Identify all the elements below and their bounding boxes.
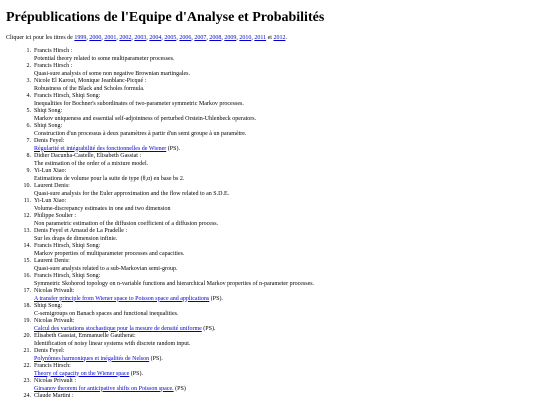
- publication-title: Volume-discrepancy estimates in one and two dimension: [34, 205, 171, 212]
- publication-authors: Francis Hirsch :: [34, 48, 73, 54]
- intro-separator: ,: [221, 35, 225, 41]
- publication-item: [23, 243, 540, 258]
- intro-separator: ,: [191, 35, 195, 41]
- publication-item: [23, 258, 540, 273]
- publication-item: [23, 288, 540, 303]
- publication-title: Markov uniqueness and essential self-adjointness of perturbed Orstein-Uhlenbeck operators.: [34, 115, 257, 122]
- publication-authors: Francis Hirsch, Shiqi Song:: [34, 93, 101, 99]
- year-link-2008[interactable]: 2008: [209, 35, 222, 41]
- publication-number: 5.: [26, 108, 31, 114]
- publication-title: Estimations de volume pour la suite de type (θ,α) en base bs 2.: [34, 175, 185, 182]
- intro-separator: ,: [101, 35, 105, 41]
- publication-number: 23.: [23, 378, 31, 384]
- publication-number: 21.: [23, 348, 31, 354]
- publication-item: [26, 138, 540, 153]
- publication-link[interactable]: Theory of capacity on the Wiener space: [34, 370, 130, 377]
- publication-authors: Francis Hirsch, Shiqi Song:: [34, 273, 101, 279]
- publication-number: 12.: [23, 213, 31, 219]
- publication-number: 1.: [26, 48, 31, 54]
- publication-number: 3.: [26, 78, 31, 84]
- publication-item: [23, 348, 540, 363]
- publication-item: [23, 273, 540, 288]
- publication-authors: Denis Feyel et Arnaud de La Pradelle :: [34, 228, 128, 234]
- publication-authors: Nicole El Karoui, Monique Jeanblanc-Picqué :: [34, 78, 147, 84]
- publication-authors: Nicolas Privault:: [34, 288, 75, 294]
- intro-separator: ,: [161, 35, 165, 41]
- year-link-2003[interactable]: 2003: [134, 35, 147, 41]
- publication-authors: Shiqi Song:: [34, 123, 63, 129]
- publication-number: 10.: [23, 183, 31, 189]
- format-note: (PS).: [129, 370, 143, 377]
- publication-item: [23, 183, 540, 198]
- publication-number: 14.: [23, 243, 31, 249]
- publication-item: [26, 78, 540, 93]
- publication-number: 16.: [23, 273, 31, 279]
- publication-list: [6, 48, 540, 401]
- publication-title: Quasi-sure analysis of some non negative Brownian martingales.: [34, 70, 190, 77]
- intro-separator: ,: [86, 35, 90, 41]
- publication-authors: Yi-Lun Xiao:: [34, 198, 67, 204]
- publication-title: [34, 146, 540, 154]
- year-link-2001[interactable]: 2001: [104, 35, 117, 41]
- publication-title: [34, 356, 540, 364]
- publication-number: 17.: [23, 288, 31, 294]
- format-note: (PS): [173, 385, 186, 392]
- publication-item: [26, 63, 540, 78]
- publication-title: Potential theory related to some multiparameter processes.: [34, 55, 175, 62]
- year-link-2002[interactable]: 2002: [119, 35, 132, 41]
- intro-separator: ,: [236, 35, 240, 41]
- publication-title: Sur les draps de dimension infinie.: [34, 235, 118, 242]
- publication-number: 22.: [23, 363, 31, 369]
- publication-authors: Nicolas Privault:: [34, 318, 75, 324]
- publication-title: C-semigroups on Banach spaces and functional inequalities.: [34, 310, 179, 317]
- publication-title: [34, 326, 540, 334]
- publication-authors: Laurent Denis:: [34, 183, 70, 189]
- publication-number: 11.: [23, 198, 31, 204]
- publication-title: Construction d'un processus à deux paramètres à partir d'un semi groupe à un paramètre.: [34, 130, 247, 137]
- publication-title: [34, 371, 540, 379]
- page-title: Prépublications de l'Equipe d'Analyse et Probabilités: [6, 10, 325, 25]
- publication-authors: Didier Dacunha-Castelle, Elisabeth Gassiat :: [34, 153, 142, 159]
- year-link-2012[interactable]: 2012: [273, 35, 286, 41]
- publication-number: 15.: [23, 258, 31, 264]
- publication-item: [23, 378, 540, 393]
- publication-authors: Claude Martini :: [34, 393, 74, 399]
- publication-title: Symmetric Skohorod topology on n-variable functions and hierarchical Markov properties of n-parameter processes.: [34, 280, 315, 287]
- publication-number: 19.: [23, 318, 31, 324]
- publication-title: [34, 386, 540, 394]
- publication-item: [23, 318, 540, 333]
- publication-link[interactable]: A transfer principle from Wiener space to Poisson space and applications: [34, 295, 210, 302]
- format-note: (PS).: [166, 145, 180, 152]
- publication-number: 13.: [23, 228, 31, 234]
- publication-title: Inequalities for Bochner's subordinates of two-parameter symmetric Markov processes.: [34, 100, 244, 107]
- publication-authors: Nicolas Privault :: [34, 378, 76, 384]
- intro-separator: ,: [251, 35, 255, 41]
- year-link-2005[interactable]: 2005: [164, 35, 177, 41]
- intro-separator: ,: [206, 35, 210, 41]
- publication-item: [26, 153, 540, 168]
- publication-link[interactable]: Régularité et intégrabilité des fonctionnelles de Wiener: [34, 145, 167, 152]
- publication-authors: Francis Hirsch:: [34, 363, 71, 369]
- publication-number: 24.: [23, 393, 31, 399]
- publication-item: [26, 93, 540, 108]
- format-note: (PS).: [201, 325, 216, 332]
- publication-item: [23, 198, 540, 213]
- intro-suffix: .: [285, 35, 287, 41]
- format-note: (PS).: [209, 295, 223, 302]
- publication-title: Markov properties of multiparameter processes and capacities.: [34, 250, 185, 257]
- publication-number: 20.: [23, 333, 31, 339]
- publication-authors: Shiqi Song:: [34, 303, 63, 309]
- publication-authors: Yi-Lun Xiao:: [34, 168, 67, 174]
- intro-separator: ,: [116, 35, 120, 41]
- publication-item: [23, 363, 540, 378]
- publication-item: [26, 123, 540, 138]
- intro-and: et: [266, 35, 274, 41]
- publication-item: [23, 333, 540, 348]
- intro-separator: ,: [146, 35, 150, 41]
- year-link-2011[interactable]: 2011: [254, 35, 267, 41]
- year-link-2000[interactable]: 2000: [89, 35, 102, 41]
- intro-prefix: Cliquer ici pour les titres de: [6, 35, 75, 41]
- publication-number: 18.: [23, 303, 31, 309]
- publication-item: [23, 213, 540, 228]
- publication-link[interactable]: Girsanov theorem for anticipative shifts on Poisson space.: [34, 385, 174, 392]
- publication-authors: Francis Hirsch, Shiqi Song:: [34, 243, 101, 249]
- publication-item: [26, 108, 540, 123]
- publication-number: 7.: [26, 138, 31, 144]
- publication-authors: Philippe Soulier :: [34, 213, 76, 219]
- publication-number: 2.: [26, 63, 31, 69]
- publication-item: [23, 393, 540, 401]
- intro-separator: ,: [131, 35, 135, 41]
- publication-title: Non parametric estimation of the diffusion coefficient of a diffusion process.: [34, 220, 219, 227]
- publication-item: [23, 303, 540, 318]
- publication-title: Identification of noisy linear systems with discrete random input.: [34, 340, 191, 347]
- publication-link[interactable]: Calcul des variations stochastique pour la mesure de densité uniforme: [34, 325, 202, 332]
- publication-number: 6.: [26, 123, 31, 129]
- publication-authors: Francis Hirsch :: [34, 63, 73, 69]
- publication-title: The estimation of the order of a mixture model.: [34, 160, 149, 167]
- year-link-2006[interactable]: 2006: [179, 35, 192, 41]
- publication-number: 8.: [26, 153, 31, 159]
- year-link-1999[interactable]: 1999: [74, 35, 87, 41]
- year-link-2009[interactable]: 2009: [224, 35, 237, 41]
- publication-item: [26, 168, 540, 183]
- publication-title: Quasi-sure analysis for the Euler approximation and the flow related to an S.D.E.: [34, 190, 230, 197]
- intro-separator: ,: [176, 35, 180, 41]
- publication-authors: Denis Feyel:: [34, 138, 65, 144]
- intro-line: [6, 34, 540, 42]
- publication-link[interactable]: Polynômes harmoniques et inégalités de Nelson: [34, 355, 150, 362]
- publication-authors: Elisabeth Gassiat, Emmanuelle Gautherat:: [34, 333, 136, 339]
- publication-title: [34, 296, 540, 304]
- publication-item: [23, 228, 540, 243]
- year-link-2004[interactable]: 2004: [149, 35, 162, 41]
- year-link-2010[interactable]: 2010: [239, 35, 252, 41]
- format-note: (PS).: [149, 355, 163, 362]
- publication-authors: Denis Feyel:: [34, 348, 65, 354]
- publication-item: [26, 48, 540, 63]
- publication-title: Quasi-sure analysis related to a sub-Markovian semi-group.: [34, 265, 178, 272]
- publication-number: 9.: [26, 168, 31, 174]
- year-link-2007[interactable]: 2007: [194, 35, 207, 41]
- publication-title: Robustness of the Black and Scholes formula.: [34, 85, 145, 92]
- publication-authors: Laurent Denis:: [34, 258, 70, 264]
- publication-number: 4.: [26, 93, 31, 99]
- publication-authors: Shiqi Song:: [34, 108, 63, 114]
